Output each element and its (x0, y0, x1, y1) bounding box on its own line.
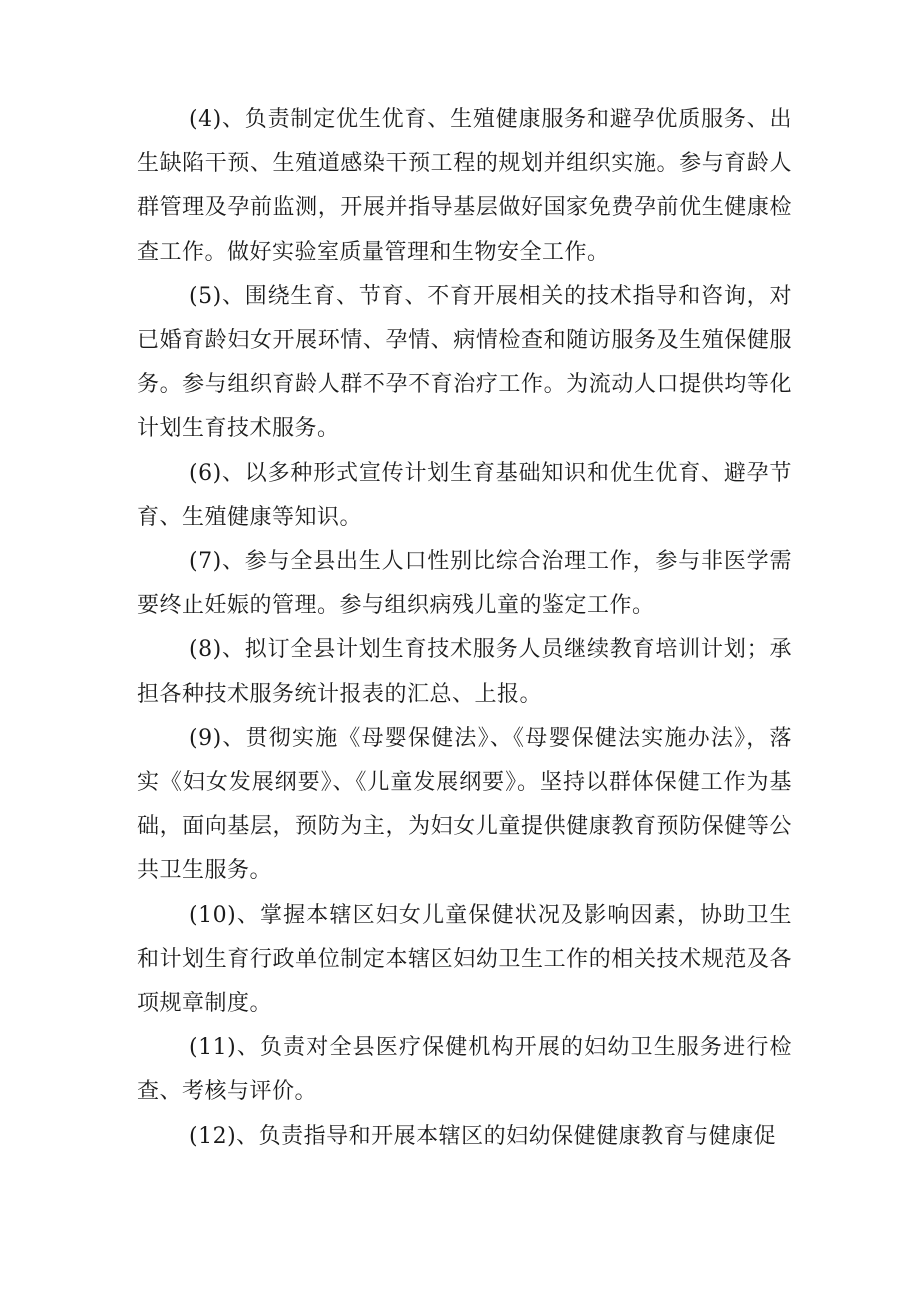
paragraph-item-5: (5)、围绕生育、节育、不育开展相关的技术指导和咨询，对已婚育龄妇女开展环情、孕情、病情检查和随访服务及生殖保健服务。参与组织育龄人群不孕不育治疗工作。为流动人口提供均等化计划生育技术服务。 (137, 283, 792, 442)
document-body (137, 98, 792, 1159)
paragraph-item-10: (10)、掌握本辖区妇女儿童保健状况及影响因素，协助卫生和计划生育行政单位制定本辖区妇幼卫生工作的相关技术规范及各项规章制度。 (137, 902, 792, 1017)
paragraph-item-8: (8)、拟订全县计划生育技术服务人员继续教育培训计划；承担各种技术服务统计报表的汇总、上报。 (137, 637, 792, 707)
paragraph-item-6: (6)、以多种形式宣传计划生育基础知识和优生优育、避孕节育、生殖健康等知识。 (137, 460, 792, 530)
paragraph-item-7: (7)、参与全县出生人口性别比综合治理工作，参与非医学需要终止妊娠的管理。参与组织病残儿童的鉴定工作。 (137, 549, 792, 619)
paragraph-item-9: (9)、贯彻实施《母婴保健法》、《母婴保健法实施办法》，落实《妇女发展纲要》、《儿童发展纲要》。坚持以群体保健工作为基础，面向基层，预防为主，为妇女儿童提供健康教育预防保健等公共卫生服务。 (137, 725, 792, 884)
paragraph-item-4: (4)、负责制定优生优育、生殖健康服务和避孕优质服务、出生缺陷干预、生殖道感染干预工程的规划并组织实施。参与育龄人群管理及孕前监测，开展并指导基层做好国家免费孕前优生健康检查工作。做好实验室质量管理和生物安全工作。 (137, 107, 792, 265)
paragraph-item-12: (12)、负责指导和开展本辖区的妇幼保健健康教育与健康促 (189, 1123, 777, 1149)
paragraph-item-11: (11)、负责对全县医疗保健机构开展的妇幼卫生服务进行检查、考核与评价。 (137, 1035, 792, 1105)
